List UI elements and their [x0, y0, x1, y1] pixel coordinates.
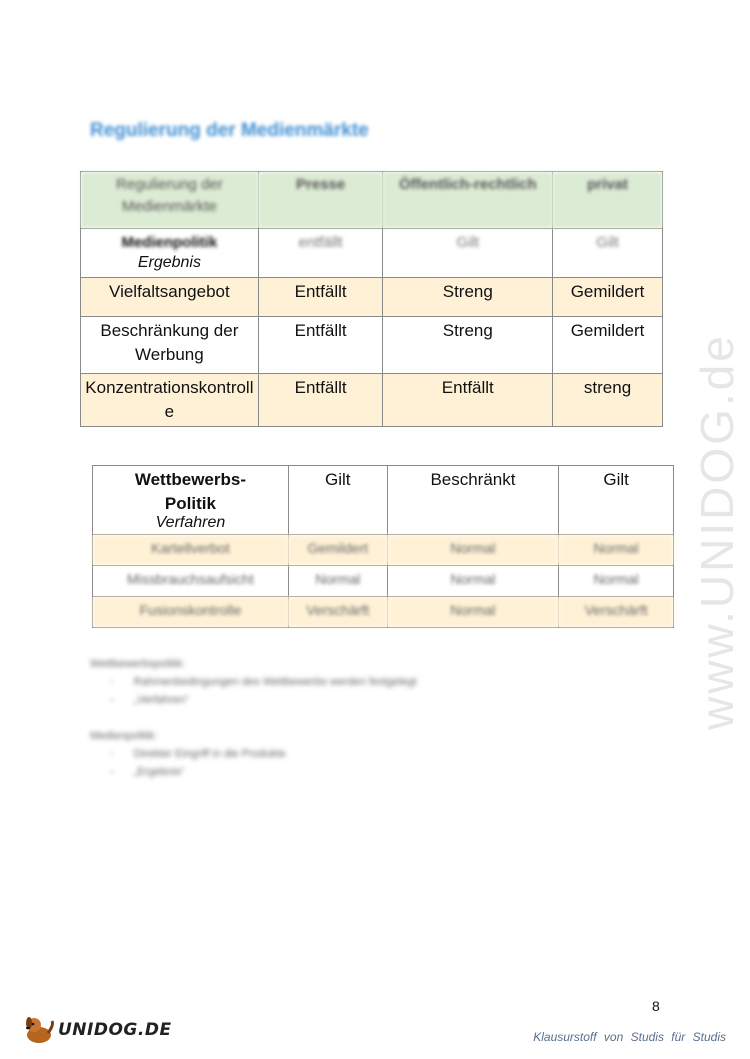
- table-row-wettbewerbspolitik: [93, 466, 674, 535]
- notes-title: Wettbewerbspolitik:: [90, 658, 186, 670]
- table-cell: Normal: [288, 566, 387, 597]
- table-cell: Gemildert: [288, 535, 387, 566]
- table-row: [93, 597, 674, 628]
- page-heading: Regulierung der Medienmärkte: [90, 120, 369, 141]
- header-cell: Öffentlich-rechtlich: [383, 172, 553, 229]
- table-cell: Verschärft: [559, 597, 674, 628]
- row-label: Wettbewerbs-Politik Verfahren: [93, 466, 289, 535]
- dog-icon: [22, 1015, 56, 1045]
- table-cell: entfällt: [258, 229, 383, 278]
- list-item: - „Verfahren“: [138, 691, 417, 709]
- list-item: - „Ergebnis“: [138, 763, 417, 781]
- table-cell: Beschränkt: [387, 466, 559, 535]
- page-number: 8: [652, 998, 660, 1014]
- competition-table: [92, 465, 674, 628]
- table-cell: Normal: [559, 566, 674, 597]
- table-cell: Normal: [387, 597, 559, 628]
- table-cell: Normal: [387, 566, 559, 597]
- logo-text: UNIDOG.DE: [58, 1020, 172, 1040]
- row-label: Beschränkung der Werbung: [81, 317, 259, 374]
- unidog-logo: [22, 1015, 172, 1045]
- table-cell: Gemildert: [553, 278, 663, 317]
- table-cell: Normal: [559, 535, 674, 566]
- table-row: [81, 278, 663, 317]
- row-label: Medienpolitik Ergebnis: [81, 229, 259, 278]
- table-cell: Entfällt: [383, 374, 553, 427]
- footer-tagline: Klausurstoff von Studis für Studis: [533, 1030, 726, 1044]
- row-label: Konzentrationskontrolle: [81, 374, 259, 427]
- row-label: Fusionskontrolle: [93, 597, 289, 628]
- header-cell: privat: [553, 172, 663, 229]
- notes-group-medien: [90, 727, 417, 781]
- table-cell: Gilt: [383, 229, 553, 278]
- row-label: Kartellverbot: [93, 535, 289, 566]
- table-cell: streng: [553, 374, 663, 427]
- table-row: [93, 566, 674, 597]
- table-cell: Gilt: [559, 466, 674, 535]
- table-cell: Verschärft: [288, 597, 387, 628]
- header-cell: Presse: [258, 172, 383, 229]
- list-item: - Direkter Eingriff in die Produkte: [138, 745, 417, 763]
- table-cell: Entfällt: [258, 317, 383, 374]
- table-row: [81, 317, 663, 374]
- header-cell: Regulierung der Medienmärkte: [81, 172, 259, 229]
- table-cell: Streng: [383, 278, 553, 317]
- row-label: Missbrauchsaufsicht: [93, 566, 289, 597]
- notes-title: Medienpolitik:: [90, 730, 158, 742]
- table-cell: Gemildert: [553, 317, 663, 374]
- table-row: [93, 535, 674, 566]
- notes-group-wettbewerb: [90, 655, 417, 709]
- table-row: [81, 374, 663, 427]
- table-cell: Streng: [383, 317, 553, 374]
- table-cell: Entfällt: [258, 374, 383, 427]
- list-item: - Rahmenbedingungen des Wettbewerbs werden festgelegt: [138, 673, 417, 691]
- table-cell: Gilt: [553, 229, 663, 278]
- watermark: www.UNIDOG.de: [691, 333, 743, 730]
- row-label: Vielfaltsangebot: [81, 278, 259, 317]
- regulation-table: [80, 171, 663, 427]
- table-row-medienpolitik: [81, 229, 663, 278]
- table-header-row: [81, 172, 663, 229]
- table-cell: Normal: [387, 535, 559, 566]
- notes-section: [90, 655, 417, 799]
- table-cell: Entfällt: [258, 278, 383, 317]
- table-cell: Gilt: [288, 466, 387, 535]
